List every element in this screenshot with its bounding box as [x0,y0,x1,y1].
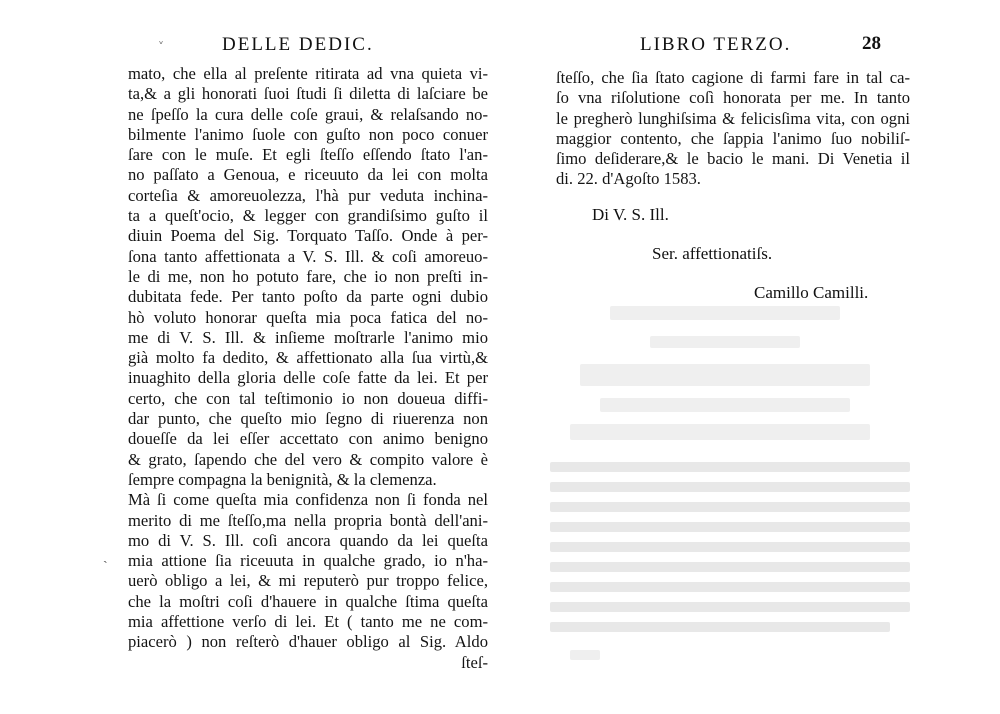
text-line: ſona tanto affettionata a V. S. Ill. & coſi amoreuo- [128,246,488,266]
text-line: diuin Poema del Sig. Torquato Taſſo. Onde à per- [128,226,488,246]
text-line: dubitata fede. Per tanto poſto da parte ogni dubio [128,287,488,307]
page-number: 28 [862,33,881,54]
text-line: maggior contento, che ſappia l'animo ſuo nobiliſ- [556,128,910,148]
text-line: che la moſtri coſi d'hauere in qualche ſtima queſta [128,591,488,611]
text-line: ſimo deſiderare,& le bacio le mani. Di Venetia il [556,149,910,169]
text-line: mia attione ſia riceuuta in qualche grado, io n'ha- [128,551,488,571]
text-line: dar punto, che queſto mio ſegno di riuerenza non [128,409,488,429]
text-line: piacerò ) non reſterò d'hauer obligo al Sig. Aldo [128,632,488,652]
text-line: Mà ſi come queſta mia confidenza non ſi fonda nel [128,490,488,510]
valediction: Ser. affettionatiſs. [652,244,773,263]
text-line: corteſia & amoreuolezza, l'hà pur veduta inchina- [128,185,488,205]
salutation: Di V. S. Ill. [592,205,669,224]
right-running-head: LIBRO TERZO. [640,34,792,55]
text-line: uerò obligo a lei, & mi reputerò pur troppo felice, [128,571,488,591]
text-line: le pregherò lunghiſsima & felicisſima vita, con ogni [556,108,910,128]
text-line: ta,& a gli honorati ſuoi ſtudi ſi diletta di laſciare be [128,84,488,104]
text-line: merito di me ſteſſo,ma nella propria bontà dell'ani- [128,510,488,530]
text-line: mia affettione verſo di lei. Et ( tanto me ne com- [128,612,488,632]
margin-mark: ˅ [158,40,164,54]
text-line: ſo vna riſolutione coſì honorata per me. In tanto [556,88,910,108]
text-line: ne ſpeſſo la cura delle coſe graui, & relaſsando no- [128,104,488,124]
text-line: mo di V. S. Ill. coſi ancora quando da lei queſta [128,530,488,550]
text-line: doueſſe da lei eſſer accettato con animo benigno [128,429,488,449]
text-line: di. 22. d'Agoſto 1583. [556,169,701,189]
text-line: mato, che ella al preſente ritirata ad vna quieta vi- [128,64,488,83]
text-line: già molto fa dedito, & affettionato alla ſua virtù,& [128,348,488,368]
text-line: inuaghito della gloria delle coſe fatte da lei. Et per [128,368,488,388]
text-line: ſempre compagna la benignità, & la clemenza. [128,469,437,489]
left-running-head: DELLE DEDIC. [222,34,374,55]
right-body-text [556,68,910,190]
text-line: ta a queſt'ocio, & legger con grandiſsimo guſto il [128,206,488,226]
signature: Camillo Camilli. [754,283,869,302]
text-line: bilmente l'animo ſuole con guſto non poco conuer [128,124,488,144]
text-line: me di V. S. Ill. & inſieme moſtrarle l'animo mio [128,327,488,347]
text-line: certo, che con tal teſtimonio io non doueua diffi- [128,388,488,408]
text-line: le di me, non ho potuto fare, che io non preſti in- [128,266,488,286]
text-line: & grato, ſapendo che del vero & compito valore è [128,449,488,469]
margin-mark: ˎ [103,548,108,564]
left-body-text [128,64,488,673]
text-line: no paſſato a Genoua, e riceuuto da lei con molta [128,165,488,185]
right-page [500,0,1000,714]
text-line: ſare con le muſe. Et egli ſteſſo eſſendo ſtato l'an- [128,145,488,165]
text-line: hò voluto honorar queſta mia poca fatica del no- [128,307,488,327]
catchword: ſteſ- [461,652,488,672]
text-line: ſteſſo, che ſia ſtato cagione di farmi fare in tal ca- [556,68,910,87]
